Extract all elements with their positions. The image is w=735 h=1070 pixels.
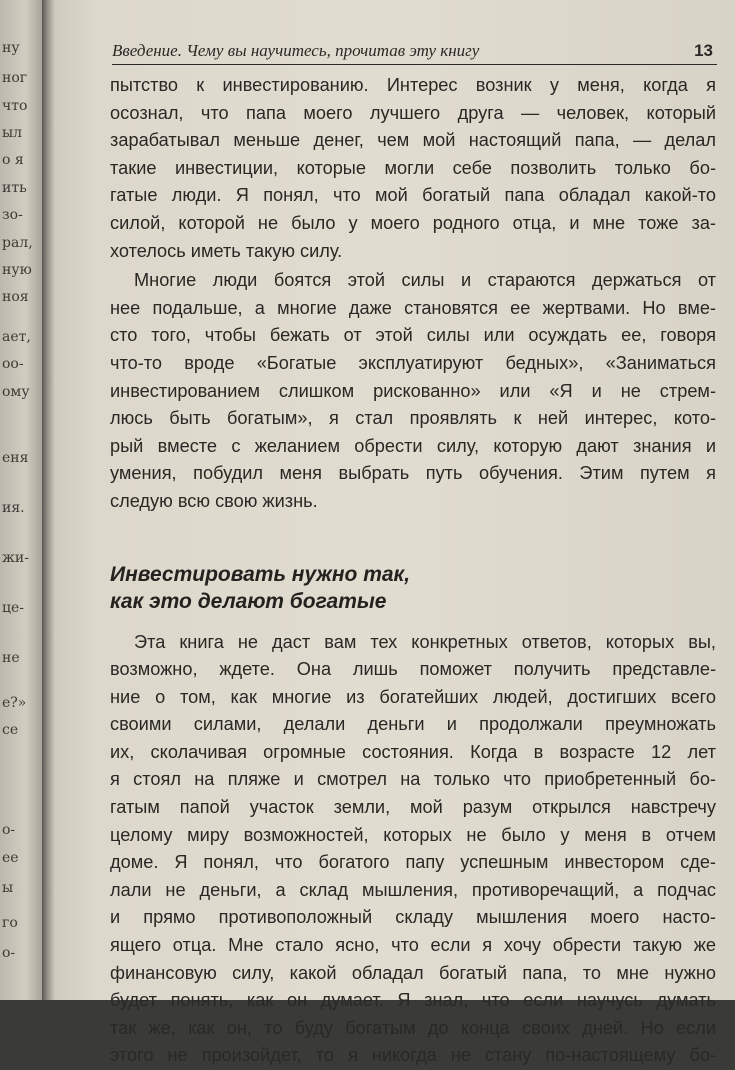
left-page-fragment: еня (2, 450, 28, 466)
text-line: так же, как он, то буду богатым до конца своих дней. Но если (110, 1015, 716, 1043)
left-page-fragment: ия. (2, 500, 25, 516)
text-line: целому миру возможностей, которых не было у меня в отчем (110, 822, 716, 850)
left-page-fragment: ную (2, 262, 32, 278)
left-page-fragment: це- (2, 600, 24, 616)
book-page (54, 0, 735, 1000)
left-page-fragment: ить (2, 180, 27, 196)
text-line: следую всю свою жизнь. (110, 488, 716, 516)
left-page-fragment: ому (2, 384, 30, 400)
section-heading (110, 561, 716, 615)
text-line: силой, которой не было у моего родного отца, и мне тоже за- (110, 210, 716, 238)
text-line: доме. Я понял, что богатого папу успешным инвестором сде- (110, 849, 716, 877)
text-line: пытство к инвестированию. Интерес возник у меня, когда я (110, 72, 716, 100)
left-page-fragment: не (2, 650, 20, 666)
left-page-fragment: е?» (2, 695, 26, 711)
left-page-fragment: о я (2, 152, 24, 168)
text-line: гатые люди. Я понял, что мой богатый папа обладал какой-то (110, 182, 716, 210)
heading-line: как это делают богатые (110, 588, 716, 615)
text-line: ящего отца. Мне стало ясно, что если я хочу обрести такую же (110, 932, 716, 960)
text-line: и прямо противоположный складу мышления моего насто- (110, 904, 716, 932)
left-page-fragment: ыл (2, 125, 22, 141)
paragraph-3 (110, 629, 716, 1070)
book-gutter (42, 0, 54, 1000)
left-page-fragment: о- (2, 822, 15, 838)
header-title: Введение. Чему вы научитесь, прочитав эту книгу (112, 41, 479, 61)
heading-line: Инвестировать нужно так, (110, 561, 716, 588)
page-number: 13 (694, 41, 713, 61)
text-line: хотелось иметь такую силу. (110, 238, 716, 266)
text-line: будет понять, как он думает. Я знал, что если научусь думать (110, 987, 716, 1015)
text-line: возможно, ждете. Она лишь поможет получить представле- (110, 656, 716, 684)
text-line: сто того, чтобы бежать от этой силы или осуждать ее, говоря (110, 322, 716, 350)
left-page-fragment: ноя (2, 289, 29, 305)
text-line: своими силами, делали деньги и продолжали преумножать (110, 711, 716, 739)
text-line: такие инвестиции, которые могли себе позволить только бо- (110, 155, 716, 183)
left-page-fragment: что (2, 98, 27, 114)
text-line: осознал, что папа моего лучшего друга — человек, который (110, 100, 716, 128)
left-page-fragment: го (2, 915, 18, 931)
text-line: рый вместе с желанием обрести силу, которую дают знания и (110, 433, 716, 461)
text-line: финансовую силу, какой обладал богатый папа, то мне нужно (110, 960, 716, 988)
text-line: я стоял на пляже и смотрел на только что приобретенный бо- (110, 766, 716, 794)
text-line: ние о том, как многие из богатейших людей, достигших всего (110, 684, 716, 712)
left-page-fragment: ы (2, 880, 13, 896)
left-page-fragment: о- (2, 945, 15, 961)
left-page-edge (0, 0, 42, 1000)
text-line: люсь быть богатым», я стал проявлять к ней интерес, кото- (110, 405, 716, 433)
left-page-fragment: се (2, 722, 18, 738)
body-text (110, 72, 716, 1070)
text-line: лали не деньги, а склад мышления, противоречащий, а подчас (110, 877, 716, 905)
text-line: что-то вроде «Богатые эксплуатируют бедных», «Заниматься (110, 350, 716, 378)
text-line: их, сколачивая огромные состояния. Когда в возрасте 12 лет (110, 739, 716, 767)
left-page-fragment: ее (2, 850, 19, 866)
text-line: этого не произойдет, то я никогда не стану по-настоящему бо- (110, 1042, 716, 1070)
text-line: нее подальше, а многие даже становятся ее жертвами. Но вме- (110, 295, 716, 323)
paragraph-2 (110, 267, 716, 515)
left-page-fragment: ну (2, 40, 20, 56)
text-line: гатым папой участок земли, мой разум открылся навстречу (110, 794, 716, 822)
left-page-fragment: зо- (2, 207, 23, 223)
text-line: Эта книга не даст вам тех конкретных ответов, которых вы, (110, 629, 716, 657)
left-page-fragment: жи- (2, 550, 29, 566)
left-page-fragment: ног (2, 70, 27, 86)
left-page-fragment: ает, (2, 329, 31, 345)
left-page-fragment: рал, (2, 235, 33, 251)
left-page-fragment: оо- (2, 356, 24, 372)
text-line: Многие люди боятся этой силы и стараются держаться от (110, 267, 716, 295)
text-line: инвестированием слишком рискованно» или «Я и не стрем- (110, 378, 716, 406)
text-line: зарабатывал меньше денег, чем мой настоящий папа, — делал (110, 127, 716, 155)
paragraph-1 (110, 72, 716, 265)
running-header (112, 38, 717, 65)
text-line: умения, побудил меня выбрать путь обучения. Этим путем я (110, 460, 716, 488)
